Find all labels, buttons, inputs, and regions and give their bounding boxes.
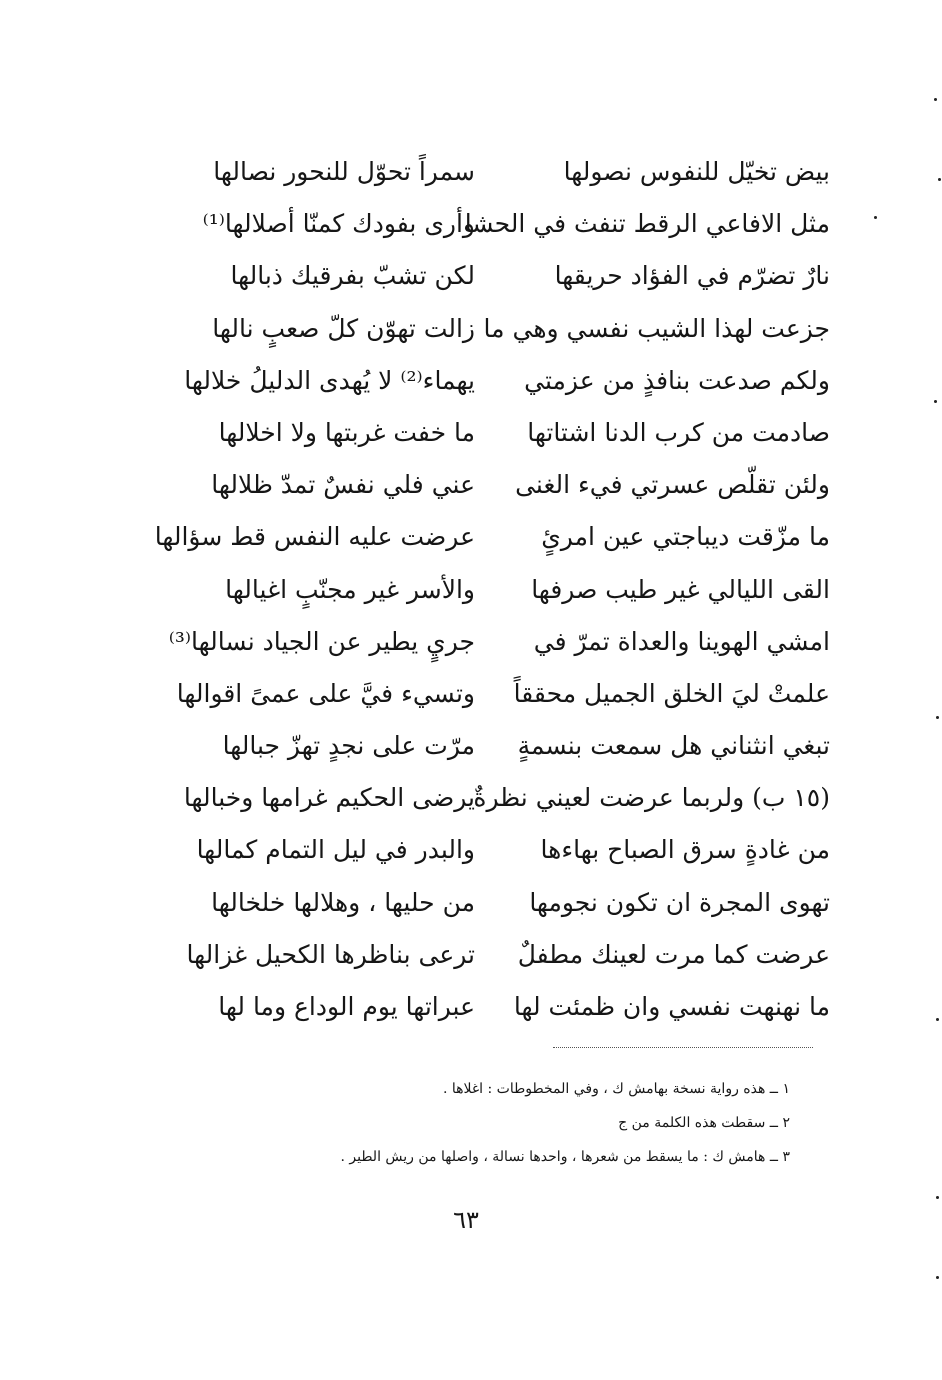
- verse-first-hemistich: امشي الهوينا والعداة تمرّ في: [533, 626, 830, 656]
- edge-speck: [936, 1276, 939, 1279]
- verse: [150, 307, 830, 359]
- verse: [150, 254, 830, 306]
- verse-second-hemistich: وأرى بفودك كمنّا أصلالها⁽¹⁾: [202, 209, 475, 239]
- edge-speck: [936, 1196, 939, 1199]
- verse: [150, 776, 830, 828]
- verse-second-hemistich: لكن تشبّ بفرقيك ذبالها: [230, 261, 475, 291]
- edge-speck: [936, 1018, 939, 1021]
- verse-first-hemistich: ما نهنهت نفسي وان ظمئت لها: [513, 992, 830, 1021]
- verse-second-hemistich: وتسيء فيَّ على عمىً اقوالها: [176, 678, 475, 708]
- verse: [150, 568, 830, 620]
- verse: [150, 672, 830, 724]
- verse-second-hemistich: سمراً تحوّل للنحور نصالها: [213, 157, 475, 186]
- verse-second-hemistich: ترعى بناظرها الكحيل غزالها: [186, 939, 475, 969]
- verse-first-hemistich: مثل الافاعي الرقط تنفث في الحشا: [464, 209, 830, 239]
- verse-second-hemistich: والأسر غير مجنّبٍ اغيالها: [225, 574, 475, 604]
- poem: [150, 150, 830, 1037]
- edge-speck: [936, 716, 939, 719]
- verse: [150, 411, 830, 463]
- edge-speck: [934, 98, 937, 101]
- verse-first-hemistich: صادمت من كرب الدنا اشتاتها: [527, 417, 830, 447]
- footnote: ١ ــ هذه رواية نسخة بهامش ك ، وفي المخطوطات : اغلاها .: [442, 1081, 790, 1097]
- edge-speck: [934, 400, 937, 403]
- verse-first-hemistich: تبغي انثناني هل سمعت بنسمةٍ: [517, 731, 830, 761]
- verse: [150, 828, 830, 880]
- footnote: ٢ ــ سقطت هذه الكلمة من ج: [618, 1115, 790, 1131]
- verse-first-hemistich: ما مزّقت ديباجتي عين امرئٍ: [541, 522, 830, 552]
- verse-first-hemistich: ولكم صدعت بنافذٍ من عزمتي: [524, 365, 830, 395]
- verse-second-hemistich: من حليها ، وهلالها خلخالها: [211, 887, 475, 917]
- verse-first-hemistich: تهوى المجرة ان تكون نجومها: [529, 887, 830, 917]
- verse-first-hemistich: بيض تخيّل للنفوس نصولها: [563, 157, 830, 186]
- verse-first-hemistich: من غادةٍ سرق الصباح بهاءها: [540, 835, 830, 865]
- verse-first-hemistich: علمتْ ليَ الخلق الجميل محققاً: [513, 678, 830, 708]
- verse: [150, 881, 830, 933]
- footnotes: [150, 1072, 790, 1174]
- verse-second-hemistich: يرضى الحكيم غرامها وخبالها: [183, 783, 475, 813]
- verse: [150, 463, 830, 515]
- verse: [150, 202, 830, 254]
- verse-second-hemistich: والبدر في ليل التمام كمالها: [196, 835, 475, 865]
- verse-second-hemistich: جريٍ يطير عن الجياد نسالها⁽³⁾: [168, 626, 475, 656]
- verse-first-hemistich: (١٥ ب) ولربما عرضت لعيني نظرةٌ: [473, 783, 830, 813]
- verse-second-hemistich: يهماء⁽²⁾ لا يُهدى الدليلُ خلالها: [184, 365, 475, 395]
- footnote: ٣ ــ هامش ك : ما يسقط من شعرها ، واحدها نسالة ، واصلها من ريش الطير .: [340, 1149, 790, 1165]
- verse-second-hemistich: عبراتها يوم الوداع وما لها: [218, 992, 475, 1021]
- verse: [150, 150, 830, 202]
- verse-second-hemistich: زالت تهوّن كلّ صعبٍ نالها: [212, 313, 475, 343]
- verse: [150, 359, 830, 411]
- verse-second-hemistich: عني فلي نفسٌ تمدّ ظلالها: [211, 470, 475, 500]
- verse: [150, 620, 830, 672]
- verse-first-hemistich: ولئن تقلّص عسرتي فيء الغنى: [515, 470, 830, 500]
- verse: [150, 515, 830, 567]
- verse-first-hemistich: نارٌ تضرّم في الفؤاد حريقها: [554, 261, 830, 291]
- verse-second-hemistich: ما خفت غربتها ولا اخلالها: [218, 417, 475, 447]
- verse-first-hemistich: جزعت لهذا الشيب نفسي وهي ما: [483, 313, 830, 343]
- verse: [150, 724, 830, 776]
- edge-speck: [874, 216, 877, 219]
- footnote-separator: [553, 1047, 813, 1048]
- verse-first-hemistich: القى الليالي غير طيب صرفها: [531, 574, 830, 604]
- verse: [150, 933, 830, 985]
- verse: [150, 985, 830, 1037]
- verse-second-hemistich: عرضت عليه النفس قط سؤالها: [154, 522, 475, 552]
- verse-second-hemistich: مرّت على نجدٍ تهزّ جبالها: [222, 731, 475, 761]
- verse-first-hemistich: عرضت كما مرت لعينك مطفلٌ: [517, 939, 830, 969]
- edge-speck: [938, 178, 941, 181]
- page-number: ٦٣: [453, 1206, 479, 1234]
